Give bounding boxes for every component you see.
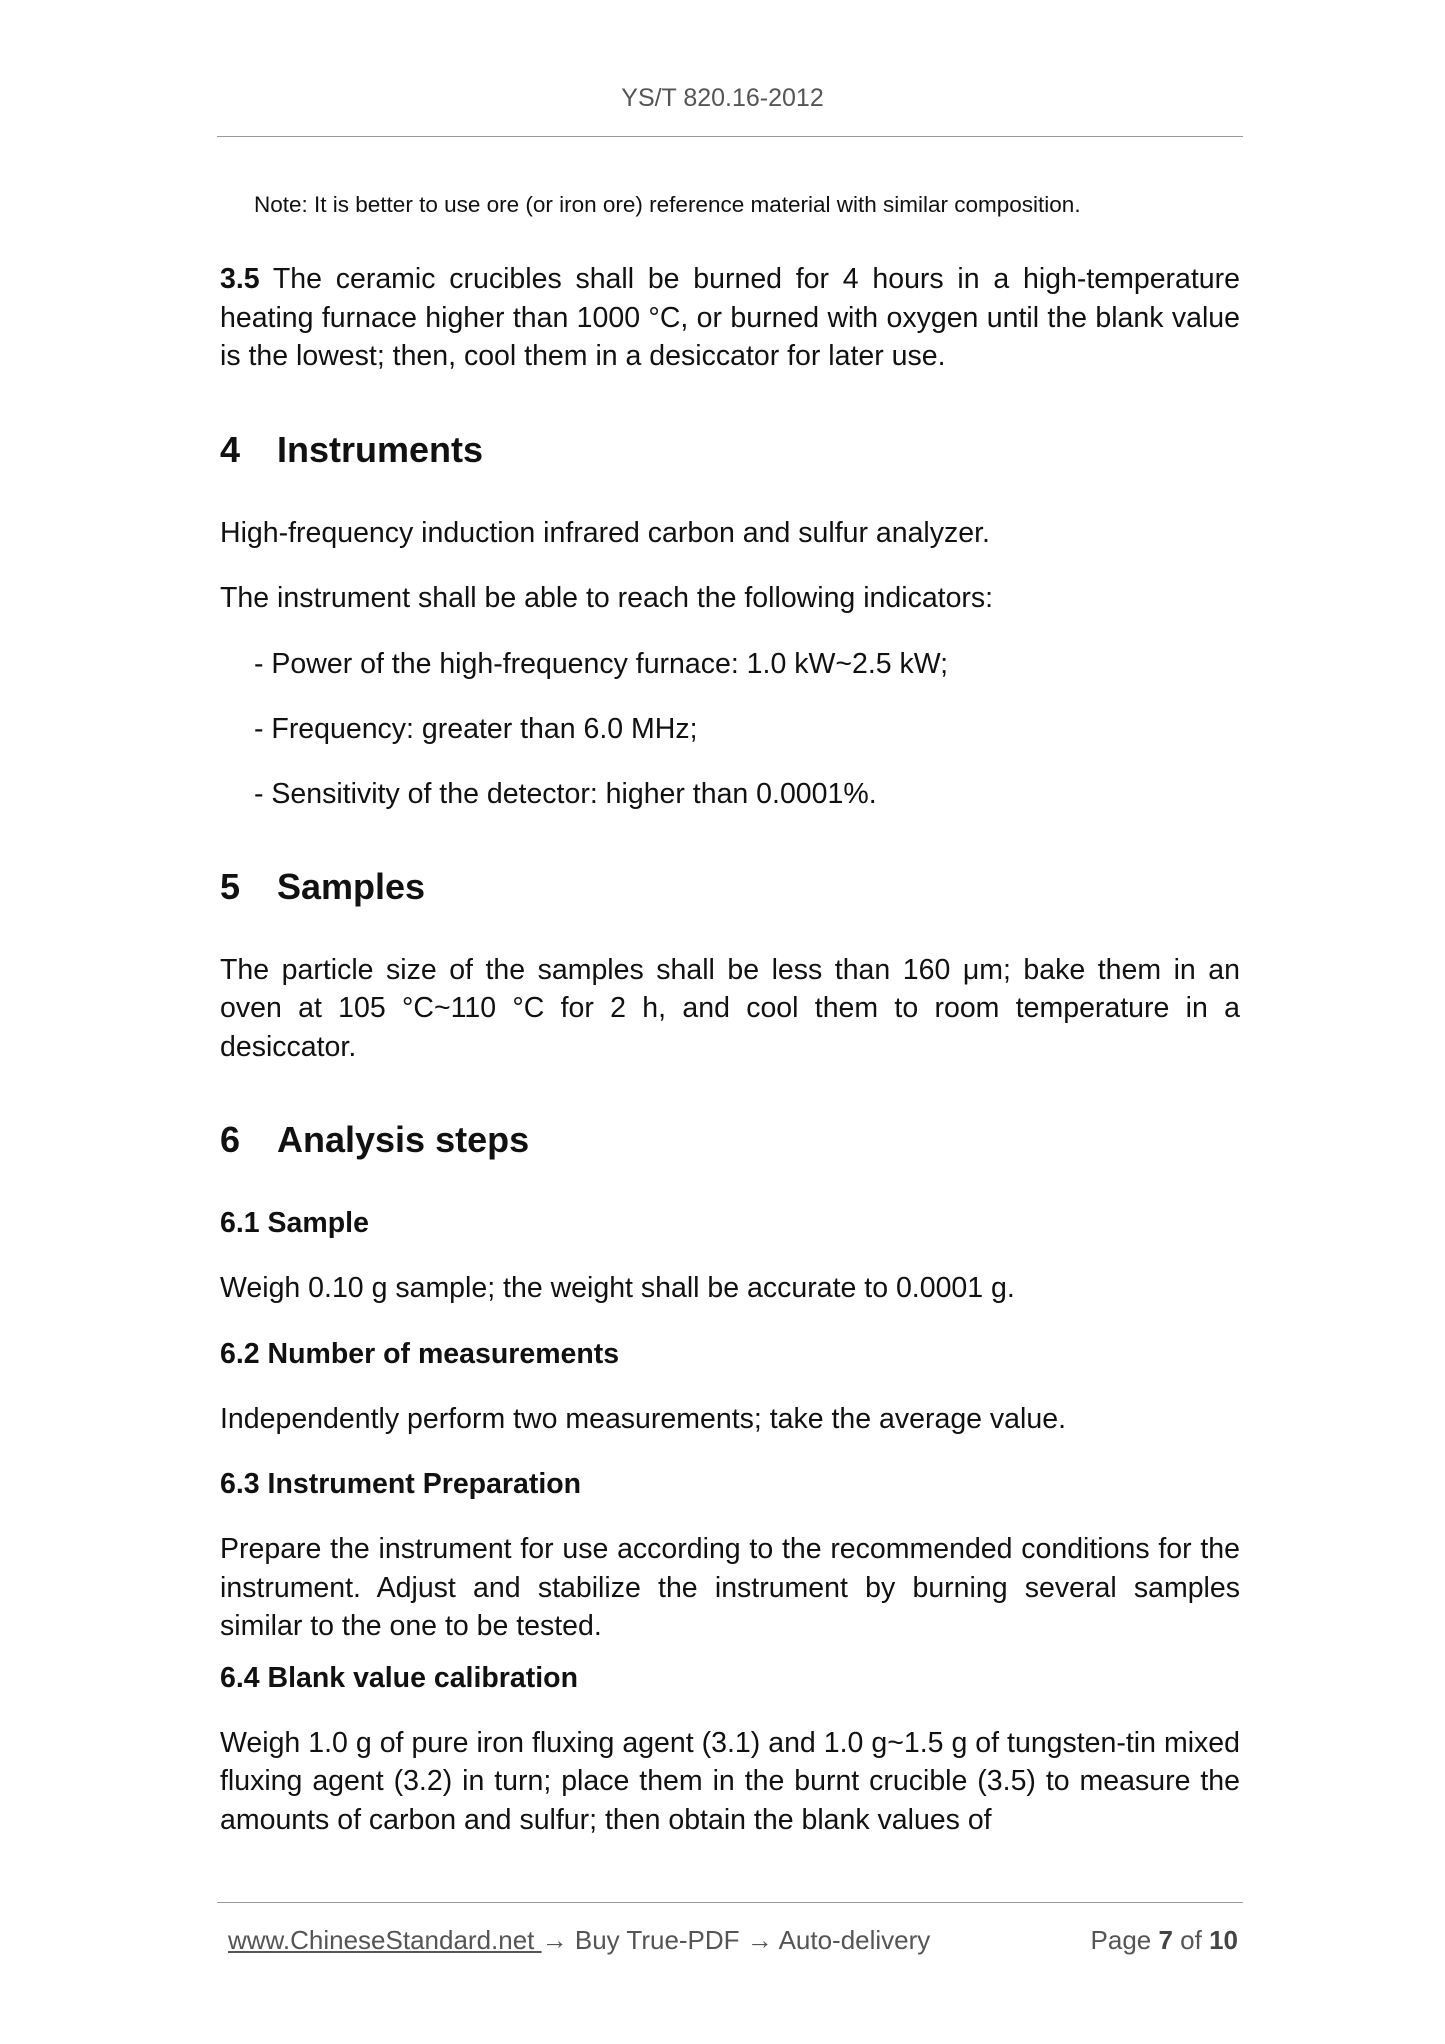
section-4-number: 4 (220, 428, 241, 470)
document-body (220, 182, 1240, 1839)
section-4-paragraph-2: The instrument shall be able to reach the following indicators: (220, 582, 994, 614)
page-indicator (1091, 1922, 1238, 1958)
section-5-heading (220, 865, 1240, 909)
section-3-5-number: 3.5 (220, 263, 260, 295)
subsection-6-1-heading: 6.1 Sample (220, 1207, 369, 1239)
subsection-6-1-text: Weigh 0.10 g sample; the weight shall be accurate to 0.0001 g. (220, 1272, 1015, 1304)
section-4-heading (220, 428, 1240, 472)
subsection-6-2-heading: 6.2 Number of measurements (220, 1337, 620, 1370)
subsection-6-2-text: Independently perform two measurements; take the average value. (220, 1402, 1066, 1435)
section-5-number: 5 (220, 865, 241, 907)
website-link[interactable]: www.ChineseStandard.net (228, 1925, 542, 1955)
page-total: 10 (1209, 1925, 1238, 1955)
auto-delivery-text: Auto-delivery (772, 1925, 931, 1955)
arrow-right-icon: → (746, 1925, 773, 1955)
section-6-title: Analysis steps (277, 1119, 530, 1160)
section-3-5-paragraph (220, 260, 1240, 376)
arrow-right-icon: → (541, 1925, 568, 1955)
page-label: Page (1090, 1925, 1159, 1955)
indicator-item: - Power of the high-frequency furnace: 1.0 kW~2.5 kW; (254, 647, 949, 680)
section-5-title: Samples (277, 865, 426, 907)
footer-divider (217, 1902, 1243, 1903)
page-of-label: of (1172, 1925, 1210, 1955)
page-header: YS/T 820.16-2012 (621, 84, 824, 112)
note-text: Note: It is better to use ore (or iron ore) reference material with similar composition. (254, 192, 1081, 217)
section-6-heading (220, 1118, 1240, 1162)
page-number: 7 (1158, 1925, 1173, 1955)
subsection-6-4-text: Weigh 1.0 g of pure iron fluxing agent (3.1) and 1.0 g~1.5 g of tungsten-tin mixed fluxing agent (3.2) in turn; place them in the burnt crucible (3.5) to measure the amounts of carbon and sulfur; then obtain the blank values of (220, 1726, 1240, 1836)
section-4-paragraph-1: High-frequency induction infrared carbon and sulfur analyzer. (220, 516, 990, 549)
indicator-item: - Frequency: greater than 6.0 MHz; (254, 712, 698, 745)
section-5-paragraph: The particle size of the samples shall be less than 160 μm; bake them in an oven at 105 °C~110 °C for 2 h, and cool them to room temperature in a desiccator. (220, 953, 1240, 1063)
section-4-title: Instruments (277, 428, 484, 470)
section-6-number: 6 (220, 1119, 241, 1160)
subsection-6-3-heading: 6.3 Instrument Preparation (220, 1468, 582, 1500)
buy-true-pdf-text: Buy True-PDF (567, 1925, 747, 1955)
page-footer (228, 1922, 1238, 1958)
indicator-item: - Sensitivity of the detector: higher than 0.0001%. (254, 777, 877, 810)
section-3-5-text: The ceramic crucibles shall be burned for 4 hours in a high-temperature heating furnace higher than 1000 °C, or burned with oxygen until the blank value is the lowest; then, cool them in a desiccator for later use. (220, 263, 1240, 372)
subsection-6-3-text: Prepare the instrument for use according to the recommended conditions for the instrument. Adjust and stabilize the instrument by burning several samples similar to the one to be tested. (220, 1533, 1240, 1642)
subsection-6-4-heading: 6.4 Blank value calibration (220, 1661, 578, 1694)
header-divider (217, 136, 1243, 137)
